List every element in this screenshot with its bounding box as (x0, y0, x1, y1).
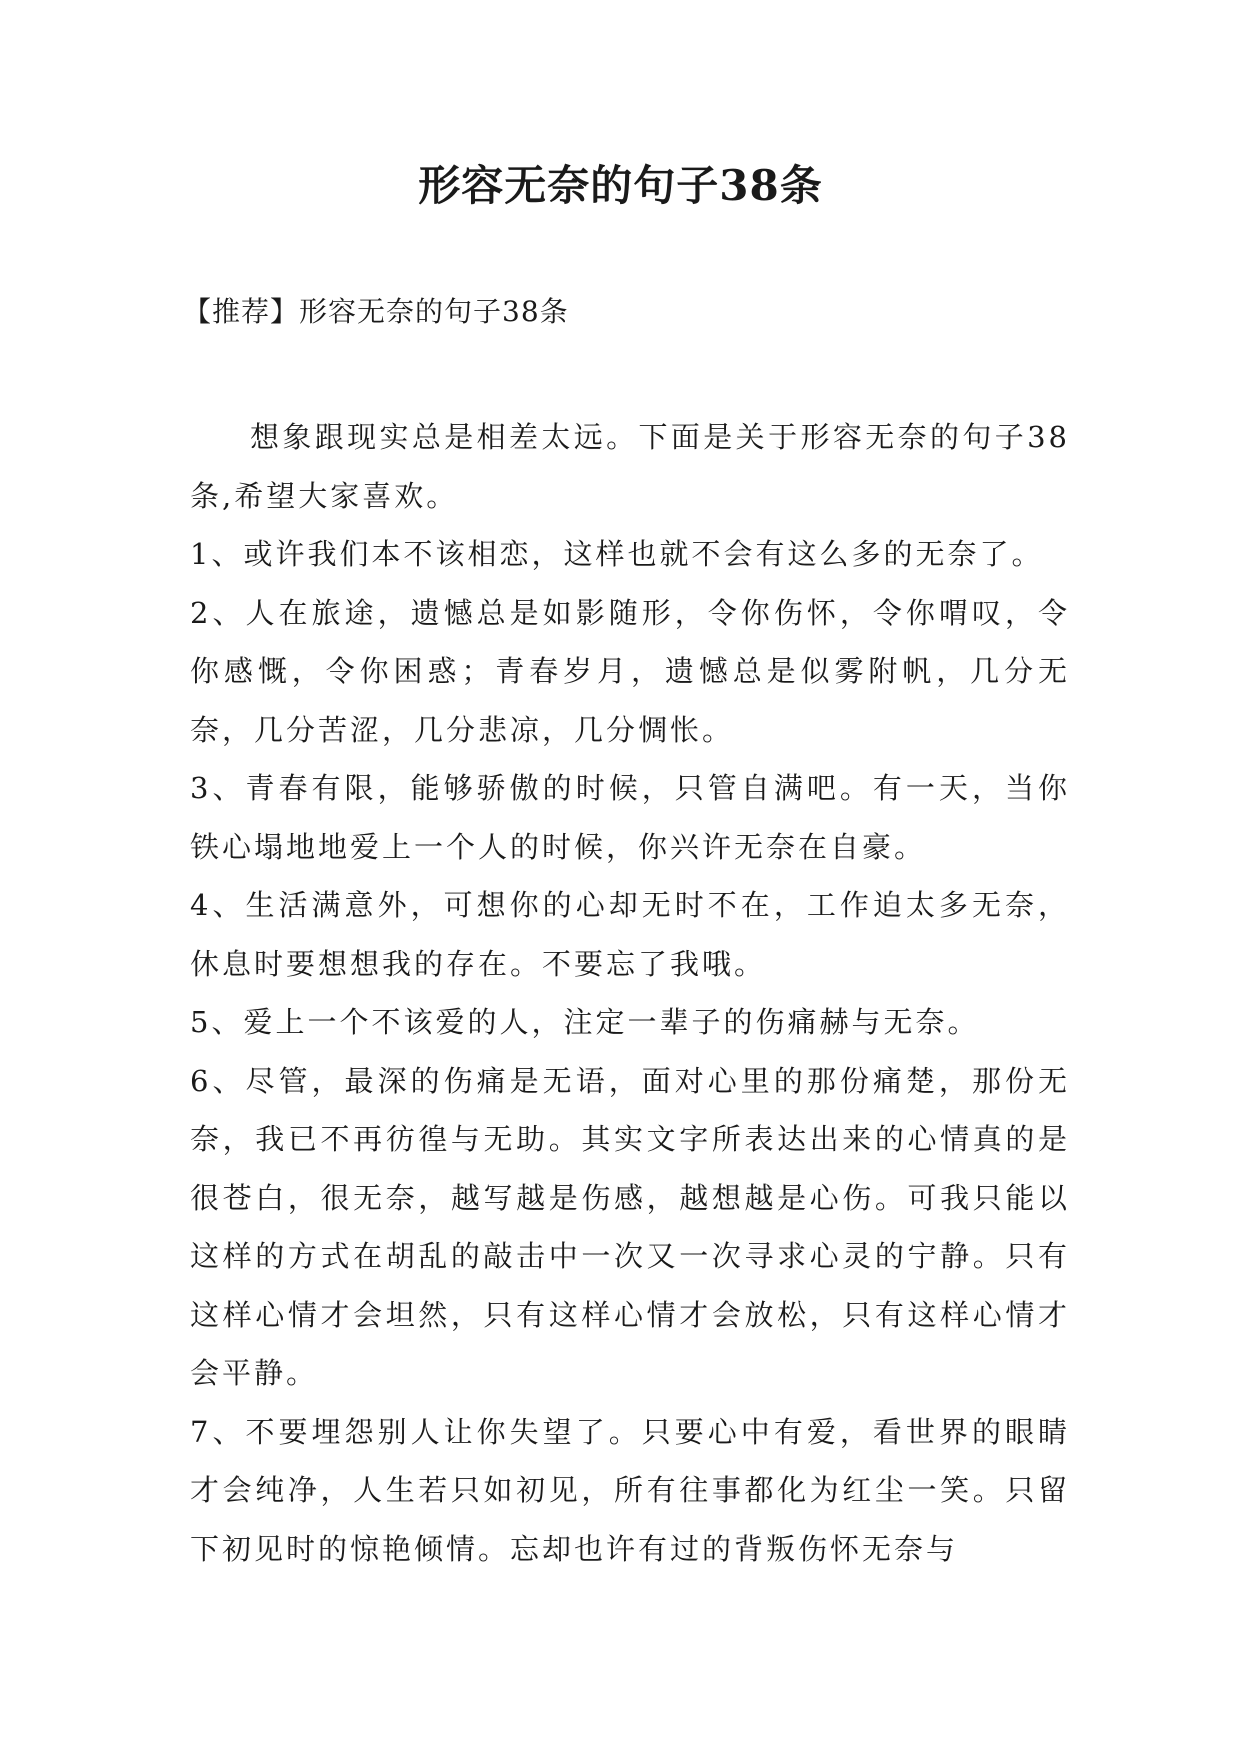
document-body (190, 408, 1070, 1578)
document-subtitle: 【推荐】形容无奈的句子38条 (183, 295, 569, 328)
list-item-6: 6、尽管，最深的伤痛是无语，面对心里的那份痛楚，那份无奈，我已不再彷徨与无助。其实文字所表达出来的心情真的是很苍白，很无奈，越写越是伤感，越想越是心伤。可我只能以这样的方式在胡乱的敲击中一次又一次寻求心灵的宁静。只有这样心情才会坦然，只有这样心情才会放松，只有这样心情才会平静。 (190, 1063, 1070, 1390)
list-item-4: 4、生活满意外，可想你的心却无时不在，工作迫太多无奈，休息时要想想我的存在。不要忘了我哦。 (190, 888, 1070, 981)
list-item-3: 3、青春有限，能够骄傲的时候，只管自满吧。有一天，当你铁心塌地地爱上一个人的时候，你兴许无奈在自豪。 (190, 771, 1070, 864)
page-title: 形容无奈的句子38条 (418, 161, 823, 210)
list-item-1: 1、或许我们本不该相恋，这样也就不会有这么多的无奈了。 (190, 537, 1044, 571)
list-item-7: 7、不要埋怨别人让你失望了。只要心中有爱，看世界的眼睛才会纯净，人生若只如初见，所有往事都化为红尘一笑。只留下初见时的惊艳倾情。忘却也许有过的背叛伤怀无奈与 (190, 1414, 1070, 1566)
list-item-2: 2、人在旅途，遗憾总是如影随形，令你伤怀，令你喟叹，令你感慨，令你困惑；青春岁月，遗憾总是似雾附帆，几分无奈，几分苦涩，几分悲凉，几分惆怅。 (190, 595, 1070, 747)
intro-paragraph: 想象跟现实总是相差太远。下面是关于形容无奈的句子38条,希望大家喜欢。 (190, 420, 1070, 513)
list-item-5: 5、爱上一个不该爱的人，注定一辈子的伤痛赫与无奈。 (190, 1005, 980, 1039)
